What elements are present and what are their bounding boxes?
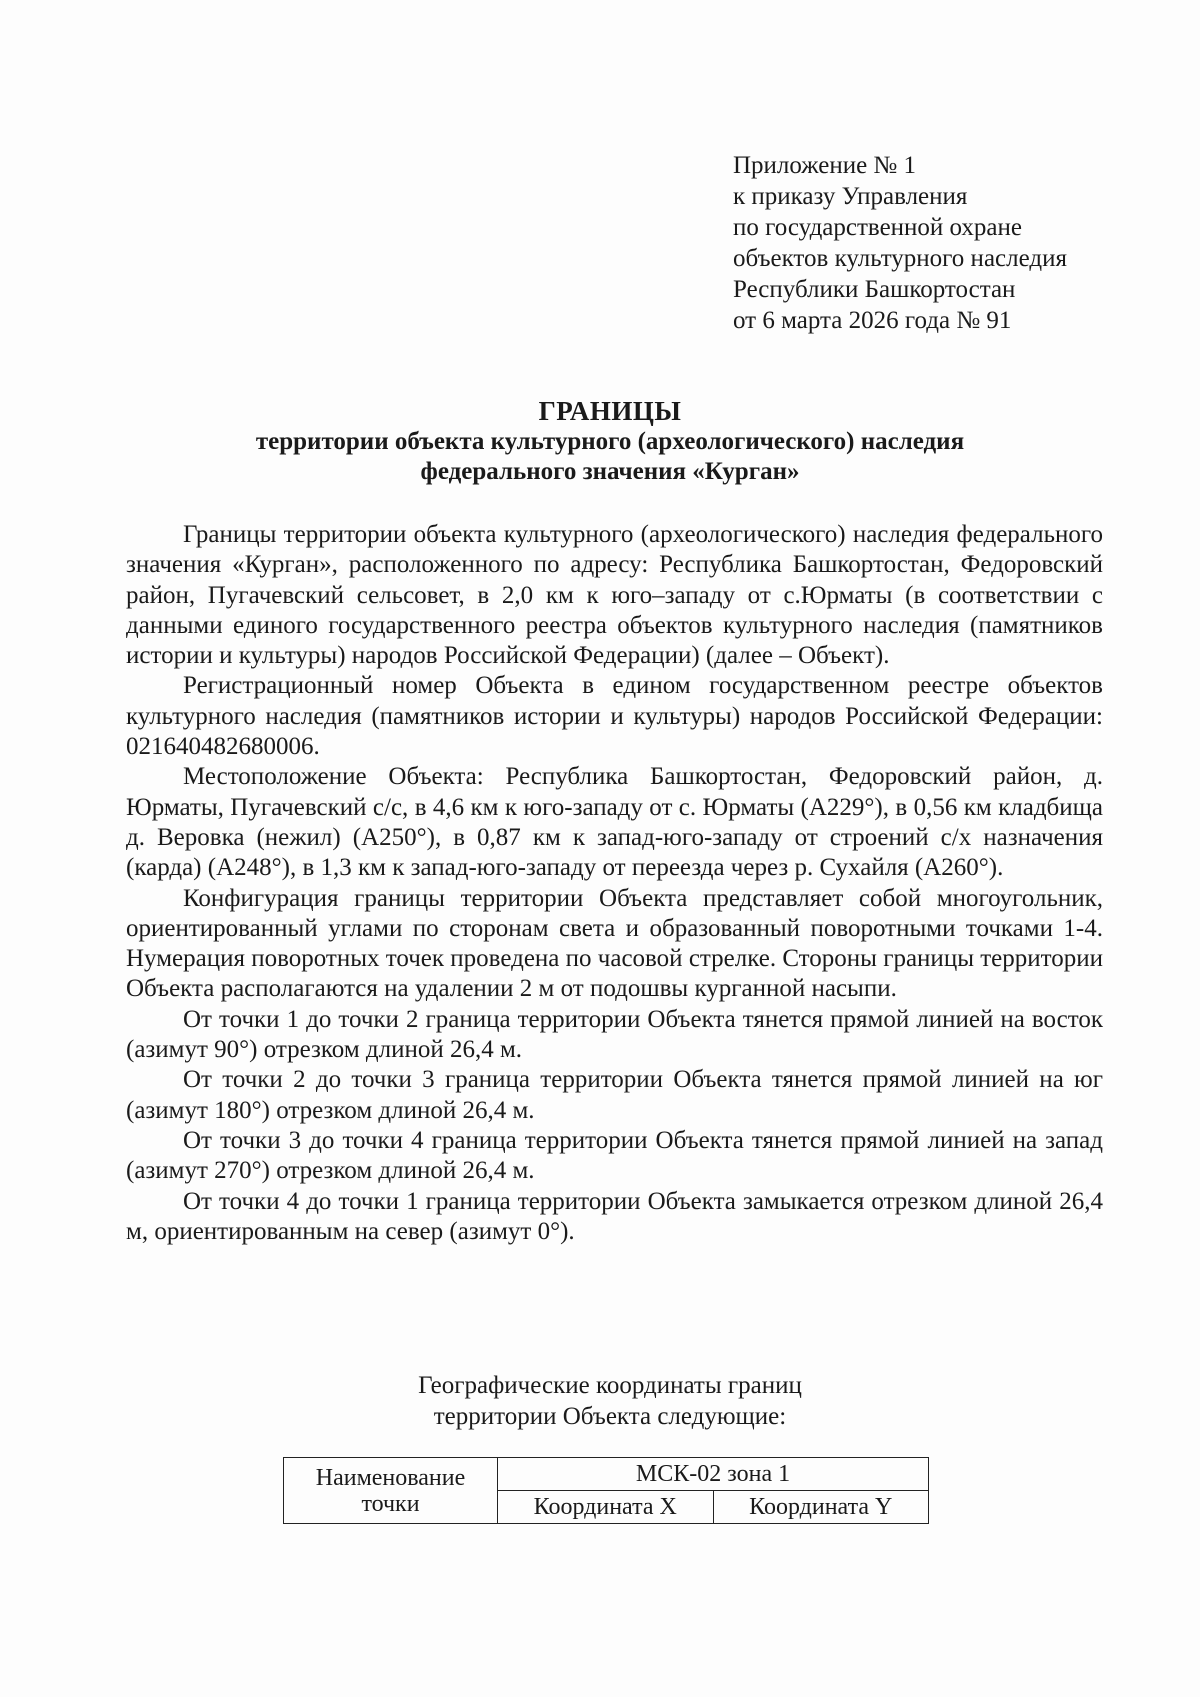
coordinate-x-header: Координата X: [498, 1491, 714, 1524]
paragraph: От точки 1 до точки 2 граница территории Объекта тянется прямой линией на восток (азимут 90°) отрезком длиной 26,4 м.: [126, 1005, 1103, 1064]
zone-header: МСК-02 зона 1: [498, 1458, 929, 1491]
point-name-header-line: точки: [361, 1490, 420, 1517]
caption-line: Географические координаты границ: [418, 1372, 802, 1399]
table-header-row: [284, 1458, 929, 1491]
appendix-line: по государственной охране: [733, 214, 1023, 241]
coordinates-table: [283, 1457, 929, 1524]
appendix-line: объектов культурного наследия: [733, 245, 1067, 272]
appendix-line: Приложение № 1: [733, 152, 917, 179]
paragraph: От точки 4 до точки 1 граница территории Объекта замыкается отрезком длиной 26,4 м, ориентированным на север (азимут 0°).: [126, 1187, 1103, 1245]
appendix-line: от 6 марта 2026 года № 91: [733, 307, 1012, 334]
paragraph: Местоположение Объекта: Республика Башкортостан, Федоровский район, д. Юрматы, Пугачевский с/с, в 4,6 км к юго-западу от с. Юрматы (А229°), в 0,56 км кладбища д. Веровка (нежил) (А250°), в 0,87 км к запад-юго-западу от строений с/х назначения (карда) (А248°), в 1,3 км к запад-юго-западу от переезда через р. Сухайля (А260°).: [126, 763, 1103, 882]
paragraph: От точки 3 до точки 4 граница территории Объекта тянется прямой линией на запад (азимут 270°) отрезком длиной 26,4 м.: [126, 1126, 1103, 1185]
body-text: [126, 520, 1103, 1247]
paragraph: Регистрационный номер Объекта в едином государственном реестре объектов культурного наследия (памятников истории и культуры) народов Российской Федерации: 021640482680006.: [126, 672, 1103, 761]
title-subtitle-line: территории объекта культурного (археологического) наследия: [255, 428, 965, 455]
table-caption: [120, 1370, 1100, 1432]
caption-line: территории Объекта следующие:: [433, 1403, 787, 1430]
appendix-line: к приказу Управления: [733, 183, 968, 210]
document-title: [120, 395, 1100, 487]
appendix-block: [733, 150, 1153, 336]
appendix-line: Республики Башкортостан: [733, 276, 1016, 303]
paragraph: Конфигурация границы территории Объекта представляет собой многоугольник, ориентированный углами по сторонам света и образованный поворотными точками 1-4. Нумерация поворотных точек проведена по часовой стрелке. Стороны границы территории Объекта располагаются на удалении 2 м от подошвы курганной насыпи.: [126, 884, 1103, 1003]
title-subtitle-line: федерального значения «Курган»: [420, 458, 800, 485]
point-name-header: [284, 1458, 498, 1524]
point-name-header-line: Наименование: [315, 1464, 466, 1491]
paragraph: Границы территории объекта культурного (археологического) наследия федерального значения «Курган», расположенного по адресу: Республика Башкортостан, Федоровский район, Пугачевский сельсовет, в 2,0 км к юго–западу от с.Юрматы (в соответствии с данными единого государственного реестра объектов культурного наследия (памятников истории и культуры) народов Российской Федерации) (далее – Объект).: [126, 521, 1103, 670]
paragraph: От точки 2 до точки 3 граница территории Объекта тянется прямой линией на юг (азимут 180°) отрезком длиной 26,4 м.: [126, 1066, 1103, 1124]
title-main: ГРАНИЦЫ: [538, 396, 682, 426]
coordinate-y-header: Координата Y: [713, 1491, 929, 1524]
